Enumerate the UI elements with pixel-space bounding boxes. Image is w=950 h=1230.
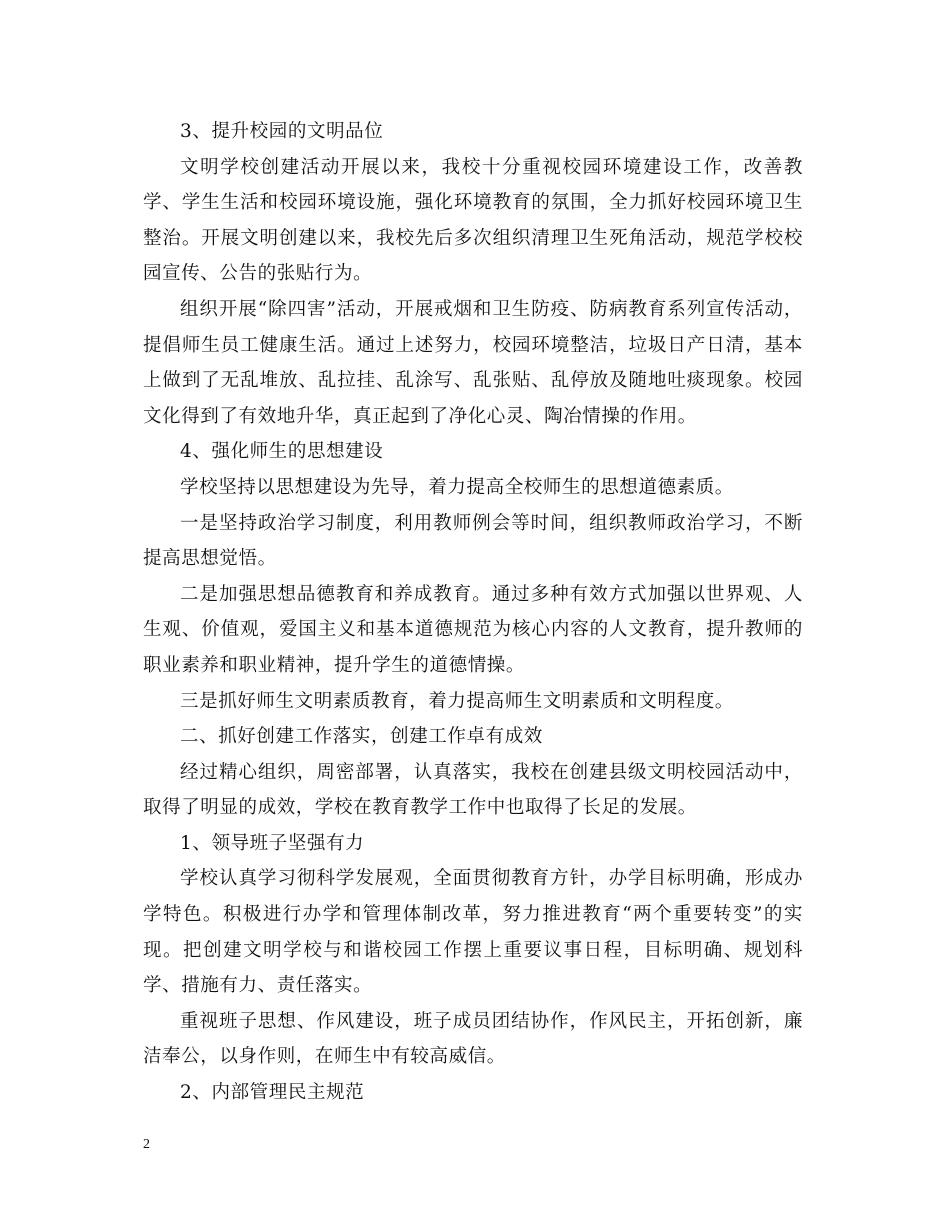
paragraph: 学校认真学习彻科学发展观，全面贯彻教育方针，办学目标明确，形成办学特色。积极进行办学和管理体制改革，努力推进教育“两个重要转变”的实现。把创建文明学校与和谐校园工作摆上重要议事日程，目标明确、规划科学、措施有力、责任落实。 bbox=[143, 868, 803, 997]
paragraph: 经过精心组织，周密部署，认真落实，我校在创建县级文明校园活动中，取得了明显的成效，学校在教育教学工作中也取得了长足的发展。 bbox=[143, 761, 803, 819]
subsection-heading-2: 2、内部管理民主规范 bbox=[180, 1082, 365, 1104]
paragraph: 文明学校创建活动开展以来，我校十分重视校园环境建设工作，改善教学、学生生活和校园环境设施，强化环境教育的氛围，全力抓好校园环境卫生整治。开展文明创建以来，我校先后多次组织清理卫生死角活动，规范学校校园宣传、公告的张贴行为。 bbox=[143, 156, 803, 285]
paragraph: 二是加强思想品德教育和养成教育。通过多种有效方式加强以世界观、人生观、价值观，爱国主义和基本道德规范为核心内容的人文教育，提升教师的职业素养和职业精神，提升学生的道德情操。 bbox=[143, 583, 803, 676]
chapter-heading-2: 二、抓好创建工作落实，创建工作卓有成效 bbox=[180, 726, 543, 748]
paragraph: 学校坚持以思想建设为先导，着力提高全校师生的思想道德素质。 bbox=[180, 476, 734, 498]
page-number: 2 bbox=[143, 1137, 150, 1152]
paragraph: 组织开展“除四害”活动，开展戒烟和卫生防疫、防病教育系列宣传活动，提倡师生员工健康生活。通过上述努力，校园环境整洁，垃圾日产日清，基本上做到了无乱堆放、乱拉挂、乱涂写、乱张贴、乱停放及随地吐痰现象。校园文化得到了有效地升华，真正起到了净化心灵、陶冶情操的作用。 bbox=[143, 298, 803, 427]
paragraph: 重视班子思想、作风建设，班子成员团结协作，作风民主，开拓创新，廉洁奉公，以身作则，在师生中有较高威信。 bbox=[143, 1010, 803, 1068]
subsection-heading-1: 1、领导班子坚强有力 bbox=[180, 832, 365, 854]
section-heading-4: 4、强化师生的思想建设 bbox=[180, 441, 384, 463]
paragraph: 一是坚持政治学习制度，利用教师例会等时间，组织教师政治学习，不断提高思想觉悟。 bbox=[143, 512, 803, 570]
section-heading-3: 3、提升校园的文明品位 bbox=[180, 121, 384, 142]
paragraph: 三是抓好师生文明素质教育，着力提高师生文明素质和文明程度。 bbox=[180, 690, 734, 712]
document-body bbox=[143, 114, 803, 1111]
